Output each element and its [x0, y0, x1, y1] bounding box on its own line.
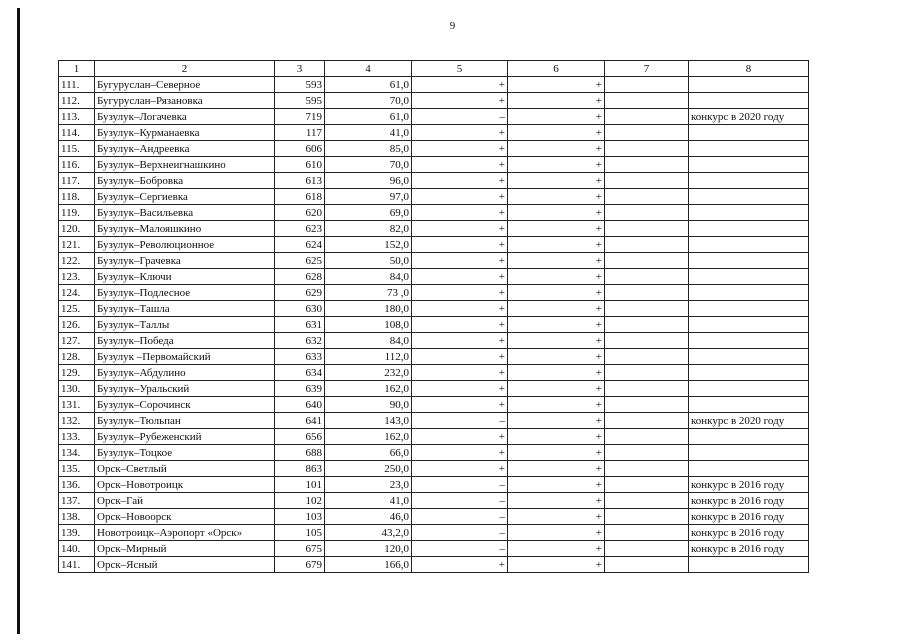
col6-mark-cell: +: [508, 445, 605, 461]
row-number-cell: 112.: [59, 93, 95, 109]
route-name-cell: Бузулук–Тюльпан: [95, 413, 275, 429]
route-name-cell: Бузулук–Победа: [95, 333, 275, 349]
col6-mark-cell: +: [508, 525, 605, 541]
col5-mark-cell: +: [412, 365, 508, 381]
row-number-cell: 131.: [59, 397, 95, 413]
route-name-cell: Бузулук–Революционное: [95, 237, 275, 253]
distance-cell: 66,0: [325, 445, 412, 461]
table-row: [59, 301, 809, 317]
distance-cell: 162,0: [325, 429, 412, 445]
distance-cell: 143,0: [325, 413, 412, 429]
distance-cell: 50,0: [325, 253, 412, 269]
col5-mark-cell: +: [412, 125, 508, 141]
table-row: [59, 557, 809, 573]
note-cell: [689, 77, 809, 93]
col6-mark-cell: +: [508, 333, 605, 349]
note-cell: [689, 221, 809, 237]
route-name-cell: Бузулук–Таллы: [95, 317, 275, 333]
row-number-cell: 128.: [59, 349, 95, 365]
note-cell: конкурс в 2016 году: [689, 477, 809, 493]
col5-mark-cell: +: [412, 93, 508, 109]
table-row: [59, 317, 809, 333]
route-name-cell: Бузулук–Васильевка: [95, 205, 275, 221]
col7-cell: [605, 189, 689, 205]
distance-cell: 41,0: [325, 493, 412, 509]
distance-cell: 250,0: [325, 461, 412, 477]
route-name-cell: Бугуруслан–Рязановка: [95, 93, 275, 109]
route-code-cell: 620: [275, 205, 325, 221]
col6-mark-cell: +: [508, 189, 605, 205]
table-row: [59, 157, 809, 173]
col5-mark-cell: +: [412, 253, 508, 269]
col6-mark-cell: +: [508, 349, 605, 365]
col6-mark-cell: +: [508, 397, 605, 413]
col7-cell: [605, 77, 689, 93]
route-name-cell: Бузулук–Сергиевка: [95, 189, 275, 205]
col7-cell: [605, 285, 689, 301]
row-number-cell: 133.: [59, 429, 95, 445]
col5-mark-cell: –: [412, 525, 508, 541]
table-row: [59, 381, 809, 397]
col6-mark-cell: +: [508, 269, 605, 285]
distance-cell: 61,0: [325, 77, 412, 93]
col5-mark-cell: +: [412, 397, 508, 413]
col5-mark-cell: –: [412, 493, 508, 509]
route-code-cell: 632: [275, 333, 325, 349]
route-code-cell: 624: [275, 237, 325, 253]
table-row: [59, 477, 809, 493]
note-cell: [689, 157, 809, 173]
table-row: [59, 253, 809, 269]
col7-cell: [605, 301, 689, 317]
note-cell: [689, 269, 809, 285]
routes-table: [58, 60, 809, 573]
row-number-cell: 121.: [59, 237, 95, 253]
col7-cell: [605, 109, 689, 125]
col7-cell: [605, 333, 689, 349]
header-col-4: 4: [325, 61, 412, 77]
route-name-cell: Орск–Новоорск: [95, 509, 275, 525]
route-code-cell: 641: [275, 413, 325, 429]
route-code-cell: 595: [275, 93, 325, 109]
col7-cell: [605, 317, 689, 333]
route-code-cell: 103: [275, 509, 325, 525]
table-body: [59, 77, 809, 573]
col7-cell: [605, 125, 689, 141]
row-number-cell: 132.: [59, 413, 95, 429]
route-code-cell: 628: [275, 269, 325, 285]
note-cell: [689, 285, 809, 301]
route-code-cell: 633: [275, 349, 325, 365]
route-name-cell: Бузулук–Андреевка: [95, 141, 275, 157]
route-name-cell: Бузулук–Логачевка: [95, 109, 275, 125]
page-number: 9: [449, 20, 456, 32]
col5-mark-cell: +: [412, 221, 508, 237]
header-col-1: 1: [59, 61, 95, 77]
col5-mark-cell: –: [412, 413, 508, 429]
note-cell: [689, 141, 809, 157]
distance-cell: 97,0: [325, 189, 412, 205]
route-code-cell: 105: [275, 525, 325, 541]
header-col-6: 6: [508, 61, 605, 77]
note-cell: конкурс в 2020 году: [689, 109, 809, 125]
col5-mark-cell: +: [412, 445, 508, 461]
route-code-cell: 117: [275, 125, 325, 141]
col6-mark-cell: +: [508, 77, 605, 93]
route-name-cell: Новотроицк–Аэропорт «Орск»: [95, 525, 275, 541]
col6-mark-cell: +: [508, 365, 605, 381]
route-name-cell: Бузулук–Верхнеигнашкино: [95, 157, 275, 173]
note-cell: [689, 205, 809, 221]
row-number-cell: 135.: [59, 461, 95, 477]
distance-cell: 43,2,0: [325, 525, 412, 541]
col6-mark-cell: +: [508, 509, 605, 525]
route-name-cell: Бузулук–Бобровка: [95, 173, 275, 189]
table-row: [59, 349, 809, 365]
row-number-cell: 114.: [59, 125, 95, 141]
col7-cell: [605, 461, 689, 477]
col7-cell: [605, 477, 689, 493]
route-name-cell: Бузулук–Малояшкино: [95, 221, 275, 237]
table-row: [59, 269, 809, 285]
table-row: [59, 125, 809, 141]
note-cell: [689, 333, 809, 349]
route-name-cell: Бузулук–Курманаевка: [95, 125, 275, 141]
route-code-cell: 640: [275, 397, 325, 413]
note-cell: [689, 125, 809, 141]
distance-cell: 23,0: [325, 477, 412, 493]
col6-mark-cell: +: [508, 493, 605, 509]
row-number-cell: 138.: [59, 509, 95, 525]
col6-mark-cell: +: [508, 461, 605, 477]
distance-cell: 70,0: [325, 157, 412, 173]
note-cell: [689, 349, 809, 365]
table-row: [59, 397, 809, 413]
col7-cell: [605, 445, 689, 461]
col6-mark-cell: +: [508, 205, 605, 221]
row-number-cell: 141.: [59, 557, 95, 573]
table-row: [59, 333, 809, 349]
distance-cell: 70,0: [325, 93, 412, 109]
row-number-cell: 122.: [59, 253, 95, 269]
col6-mark-cell: +: [508, 253, 605, 269]
route-code-cell: 630: [275, 301, 325, 317]
note-cell: [689, 317, 809, 333]
col5-mark-cell: +: [412, 285, 508, 301]
note-cell: [689, 429, 809, 445]
col5-mark-cell: +: [412, 205, 508, 221]
note-cell: [689, 93, 809, 109]
col6-mark-cell: +: [508, 317, 605, 333]
col5-mark-cell: +: [412, 381, 508, 397]
distance-cell: 84,0: [325, 333, 412, 349]
distance-cell: 69,0: [325, 205, 412, 221]
col5-mark-cell: +: [412, 557, 508, 573]
col5-mark-cell: +: [412, 333, 508, 349]
note-cell: [689, 445, 809, 461]
table-row: [59, 493, 809, 509]
row-number-cell: 125.: [59, 301, 95, 317]
col5-mark-cell: –: [412, 109, 508, 125]
col7-cell: [605, 349, 689, 365]
row-number-cell: 126.: [59, 317, 95, 333]
col6-mark-cell: +: [508, 413, 605, 429]
row-number-cell: 123.: [59, 269, 95, 285]
col6-mark-cell: +: [508, 157, 605, 173]
header-col-7: 7: [605, 61, 689, 77]
col5-mark-cell: +: [412, 301, 508, 317]
route-code-cell: 593: [275, 77, 325, 93]
col6-mark-cell: +: [508, 557, 605, 573]
col5-mark-cell: +: [412, 237, 508, 253]
note-cell: конкурс в 2016 году: [689, 493, 809, 509]
route-code-cell: 101: [275, 477, 325, 493]
distance-cell: 85,0: [325, 141, 412, 157]
note-cell: [689, 237, 809, 253]
route-code-cell: 863: [275, 461, 325, 477]
route-name-cell: Бузулук–Абдулино: [95, 365, 275, 381]
distance-cell: 166,0: [325, 557, 412, 573]
col5-mark-cell: +: [412, 461, 508, 477]
col5-mark-cell: –: [412, 477, 508, 493]
header-col-2: 2: [95, 61, 275, 77]
route-name-cell: Бузулук–Сорочинск: [95, 397, 275, 413]
col6-mark-cell: +: [508, 109, 605, 125]
route-name-cell: Орск–Гай: [95, 493, 275, 509]
col5-mark-cell: –: [412, 509, 508, 525]
row-number-cell: 140.: [59, 541, 95, 557]
col5-mark-cell: +: [412, 77, 508, 93]
col7-cell: [605, 525, 689, 541]
col7-cell: [605, 381, 689, 397]
route-code-cell: 634: [275, 365, 325, 381]
col7-cell: [605, 141, 689, 157]
route-name-cell: Бузулук –Первомайский: [95, 349, 275, 365]
distance-cell: 73 ,0: [325, 285, 412, 301]
row-number-cell: 124.: [59, 285, 95, 301]
col5-mark-cell: +: [412, 189, 508, 205]
route-code-cell: 102: [275, 493, 325, 509]
route-code-cell: 679: [275, 557, 325, 573]
table-row: [59, 77, 809, 93]
col6-mark-cell: +: [508, 221, 605, 237]
row-number-cell: 111.: [59, 77, 95, 93]
col7-cell: [605, 253, 689, 269]
header-col-3: 3: [275, 61, 325, 77]
col5-mark-cell: +: [412, 349, 508, 365]
route-name-cell: Бугуруслан–Северное: [95, 77, 275, 93]
route-code-cell: 618: [275, 189, 325, 205]
note-cell: конкурс в 2016 году: [689, 525, 809, 541]
col5-mark-cell: –: [412, 541, 508, 557]
distance-cell: 120,0: [325, 541, 412, 557]
note-cell: [689, 365, 809, 381]
note-cell: конкурс в 2016 году: [689, 541, 809, 557]
note-cell: [689, 557, 809, 573]
distance-cell: 90,0: [325, 397, 412, 413]
table-row: [59, 413, 809, 429]
header-col-8: 8: [689, 61, 809, 77]
col6-mark-cell: +: [508, 173, 605, 189]
route-code-cell: 631: [275, 317, 325, 333]
distance-cell: 162,0: [325, 381, 412, 397]
col5-mark-cell: +: [412, 317, 508, 333]
table-row: [59, 205, 809, 221]
header-row: [59, 61, 809, 77]
col6-mark-cell: +: [508, 429, 605, 445]
row-number-cell: 120.: [59, 221, 95, 237]
route-code-cell: 610: [275, 157, 325, 173]
note-cell: [689, 189, 809, 205]
row-number-cell: 113.: [59, 109, 95, 125]
route-code-cell: 675: [275, 541, 325, 557]
row-number-cell: 136.: [59, 477, 95, 493]
table-row: [59, 221, 809, 237]
distance-cell: 61,0: [325, 109, 412, 125]
table-row: [59, 541, 809, 557]
col5-mark-cell: +: [412, 157, 508, 173]
table-row: [59, 365, 809, 381]
route-code-cell: 629: [275, 285, 325, 301]
col6-mark-cell: +: [508, 93, 605, 109]
col7-cell: [605, 221, 689, 237]
col7-cell: [605, 269, 689, 285]
row-number-cell: 116.: [59, 157, 95, 173]
col6-mark-cell: +: [508, 381, 605, 397]
distance-cell: 152,0: [325, 237, 412, 253]
note-cell: [689, 253, 809, 269]
row-number-cell: 118.: [59, 189, 95, 205]
route-code-cell: 613: [275, 173, 325, 189]
col7-cell: [605, 509, 689, 525]
table-row: [59, 109, 809, 125]
table-row: [59, 237, 809, 253]
table-row: [59, 509, 809, 525]
route-name-cell: Бузулук–Уральский: [95, 381, 275, 397]
distance-cell: 112,0: [325, 349, 412, 365]
col6-mark-cell: +: [508, 541, 605, 557]
note-cell: [689, 397, 809, 413]
col7-cell: [605, 205, 689, 221]
table-row: [59, 525, 809, 541]
col5-mark-cell: +: [412, 429, 508, 445]
table-row: [59, 285, 809, 301]
note-cell: [689, 301, 809, 317]
col6-mark-cell: +: [508, 285, 605, 301]
col6-mark-cell: +: [508, 141, 605, 157]
table-row: [59, 93, 809, 109]
note-cell: конкурс в 2016 году: [689, 509, 809, 525]
col7-cell: [605, 237, 689, 253]
table-row: [59, 429, 809, 445]
table-row: [59, 461, 809, 477]
note-cell: [689, 461, 809, 477]
col7-cell: [605, 429, 689, 445]
col7-cell: [605, 493, 689, 509]
route-code-cell: 625: [275, 253, 325, 269]
route-name-cell: Бузулук–Грачевка: [95, 253, 275, 269]
distance-cell: 82,0: [325, 221, 412, 237]
route-code-cell: 719: [275, 109, 325, 125]
row-number-cell: 129.: [59, 365, 95, 381]
col5-mark-cell: +: [412, 269, 508, 285]
row-number-cell: 117.: [59, 173, 95, 189]
distance-cell: 46,0: [325, 509, 412, 525]
note-cell: конкурс в 2020 году: [689, 413, 809, 429]
table-row: [59, 141, 809, 157]
col5-mark-cell: +: [412, 173, 508, 189]
route-name-cell: Бузулук–Рубеженский: [95, 429, 275, 445]
col7-cell: [605, 173, 689, 189]
distance-cell: 41,0: [325, 125, 412, 141]
route-name-cell: Бузулук–Подлесное: [95, 285, 275, 301]
row-number-cell: 139.: [59, 525, 95, 541]
route-name-cell: Орск–Светлый: [95, 461, 275, 477]
col7-cell: [605, 365, 689, 381]
route-code-cell: 639: [275, 381, 325, 397]
col7-cell: [605, 157, 689, 173]
route-name-cell: Бузулук–Ташла: [95, 301, 275, 317]
row-number-cell: 137.: [59, 493, 95, 509]
note-cell: [689, 381, 809, 397]
route-name-cell: Орск–Новотроицк: [95, 477, 275, 493]
distance-cell: 96,0: [325, 173, 412, 189]
col7-cell: [605, 557, 689, 573]
route-name-cell: Орск–Мирный: [95, 541, 275, 557]
row-number-cell: 115.: [59, 141, 95, 157]
route-name-cell: Бузулук–Тоцкое: [95, 445, 275, 461]
distance-cell: 180,0: [325, 301, 412, 317]
col6-mark-cell: +: [508, 237, 605, 253]
distance-cell: 84,0: [325, 269, 412, 285]
note-cell: [689, 173, 809, 189]
page-binding-edge: [17, 8, 20, 634]
col5-mark-cell: +: [412, 141, 508, 157]
row-number-cell: 127.: [59, 333, 95, 349]
header-col-5: 5: [412, 61, 508, 77]
col7-cell: [605, 413, 689, 429]
route-code-cell: 623: [275, 221, 325, 237]
route-code-cell: 688: [275, 445, 325, 461]
col7-cell: [605, 397, 689, 413]
col6-mark-cell: +: [508, 477, 605, 493]
row-number-cell: 134.: [59, 445, 95, 461]
row-number-cell: 119.: [59, 205, 95, 221]
table-row: [59, 173, 809, 189]
row-number-cell: 130.: [59, 381, 95, 397]
col7-cell: [605, 93, 689, 109]
col7-cell: [605, 541, 689, 557]
distance-cell: 232,0: [325, 365, 412, 381]
distance-cell: 108,0: [325, 317, 412, 333]
table-row: [59, 189, 809, 205]
route-code-cell: 656: [275, 429, 325, 445]
table-row: [59, 445, 809, 461]
route-name-cell: Орск–Ясный: [95, 557, 275, 573]
col6-mark-cell: +: [508, 301, 605, 317]
route-code-cell: 606: [275, 141, 325, 157]
col6-mark-cell: +: [508, 125, 605, 141]
route-name-cell: Бузулук–Ключи: [95, 269, 275, 285]
